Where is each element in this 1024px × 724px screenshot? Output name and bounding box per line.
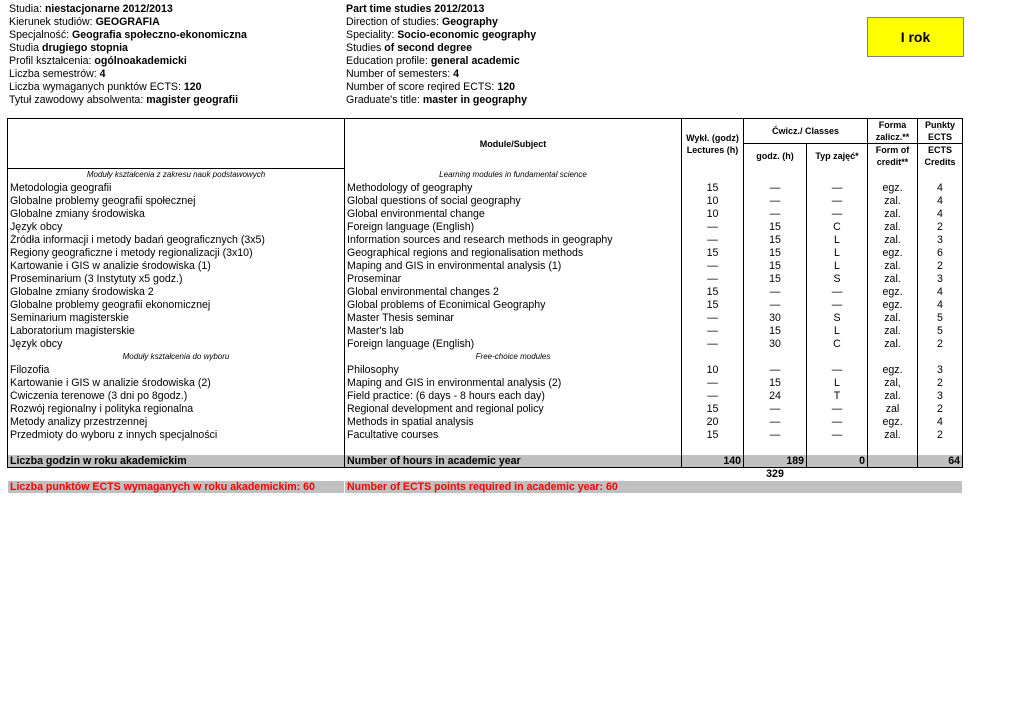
ects-points: 2 [918,260,963,273]
lecture-hours: — [682,260,744,273]
table-row [8,312,963,325]
table-row [8,260,963,273]
ects-points: 2 [918,221,963,234]
subject-name-pl: Język obcy [8,338,345,351]
class-hours: 24 [744,390,807,403]
empty-cell [918,351,963,364]
lecture-hours: 10 [682,195,744,208]
lecture-hours: — [682,234,744,247]
empty-cell [868,351,918,364]
header-line [346,16,676,29]
lecture-hours: 15 [682,299,744,312]
credit-form: zal. [868,221,918,234]
header-form-en: Form of credit** [868,144,918,169]
credit-form: egz. [868,364,918,377]
ects-points: 3 [918,273,963,286]
header-line-value: Geography [441,16,498,28]
table-row [8,364,963,377]
study-info-english [346,3,676,107]
ects-points: 3 [918,364,963,377]
header-line-value: drugiego stopnia [41,42,128,54]
header-line-value: Part time studies 2012/2013 [346,3,485,15]
section-row [8,169,963,182]
subject-name-pl: Globalne zmiany środowiska [8,208,345,221]
header-ects-pl: Punkty ECTS [918,119,963,144]
header-classes: Ćwicz./ Classes [744,119,868,144]
header-ects-en: ECTS Credits [918,144,963,169]
ects-points: 4 [918,195,963,208]
sum-row [8,468,963,481]
class-type: — [807,364,868,377]
header-line [346,3,676,16]
empty-cell [744,351,807,364]
ects-points: 5 [918,312,963,325]
header-class-type: Typ zajęć* [807,144,868,169]
class-type: — [807,182,868,195]
class-hours: 15 [744,234,807,247]
class-type: S [807,273,868,286]
class-type: L [807,260,868,273]
header-line-label: Number of semesters: [346,68,454,80]
credit-form: egz. [868,299,918,312]
lecture-hours: — [682,325,744,338]
empty-cell [918,169,963,182]
table-row [8,273,963,286]
header-lectures: Wykł. (godz) Lectures (h) [682,119,744,169]
subject-name-en: Geographical regions and regionalisation methods [345,247,682,260]
class-type: L [807,247,868,260]
class-type: C [807,338,868,351]
subject-name-en: Maping and GIS in environmental analysis (2) [345,377,682,390]
subject-name-en: Maping and GIS in environmental analysis (1) [345,260,682,273]
empty-cell [868,455,918,468]
subject-name-pl: Proseminarium (3 Instytuty x5 godz.) [8,273,345,286]
header-line [9,16,339,29]
subject-name-pl: Filozofia [8,364,345,377]
credit-form: zal. [868,390,918,403]
header-line-value: of second degree [384,42,472,54]
ects-points: 2 [918,338,963,351]
subject-name-en: Master Thesis seminar [345,312,682,325]
lecture-hours: 15 [682,429,744,442]
empty-cell [8,442,345,455]
totals-row [8,455,963,468]
header-line [9,3,339,16]
ects-points: 3 [918,390,963,403]
class-hours: 15 [744,325,807,338]
header-line-value: ogólnoakademicki [94,55,187,67]
empty-cell [345,442,682,455]
empty-cell [744,169,807,182]
class-type: L [807,325,868,338]
empty-cell [682,351,744,364]
empty-cell [868,169,918,182]
header-line [346,68,676,81]
empty-cell [807,351,868,364]
ects-points: 4 [918,299,963,312]
header-class-hours: godz. (h) [744,144,807,169]
class-hours: 15 [744,247,807,260]
section-label-en: Learning modules in fundamental science [345,169,682,182]
table-row [8,195,963,208]
subject-name-pl: Język obcy [8,221,345,234]
header-module-pl [8,119,345,169]
table-row [8,416,963,429]
credit-form: zal. [868,312,918,325]
lecture-hours: 10 [682,208,744,221]
header-line-label: Direction of studies: [346,16,442,28]
subject-name-en: Master's lab [345,325,682,338]
empty-cell [345,468,682,481]
credit-form: zal [868,403,918,416]
header-line-label: Profil kształcenia: [9,55,95,67]
credit-form: egz. [868,416,918,429]
ects-points: 6 [918,247,963,260]
table-row [8,377,963,390]
header-line [346,55,676,68]
empty-cell [682,169,744,182]
header-line [346,94,676,107]
table-row [8,390,963,403]
subject-name-en: Field practice: (6 days - 8 hours each day) [345,390,682,403]
table-row [8,286,963,299]
subject-name-en: Global questions of social geography [345,195,682,208]
credit-form: zal. [868,234,918,247]
subject-name-pl: Źródła informacji i metody badań geograficznych (3x5) [8,234,345,247]
ects-required-en: Number of ECTS points required in academic year: 60 [345,481,963,494]
empty-cell [868,442,918,455]
class-hours: 15 [744,273,807,286]
section-label-pl: Moduły kształcenia do wyboru [8,351,345,364]
header-line-value: Socio-economic geography [397,29,537,41]
totals-class-hours: 189 [744,455,807,468]
table-row [8,234,963,247]
empty-cell [807,442,868,455]
ects-points: 5 [918,325,963,338]
table-row [8,429,963,442]
class-type: — [807,286,868,299]
class-type: L [807,377,868,390]
subject-name-pl: Kartowanie i GIS w analizie środowiska (2) [8,377,345,390]
section-label-pl: Moduły kształcenia z zakresu nauk podstawowych [8,169,345,182]
header-line-label: Education profile: [346,55,431,67]
ects-points: 4 [918,286,963,299]
ects-points: 3 [918,234,963,247]
subject-name-en: Regional development and regional policy [345,403,682,416]
section-row [8,351,963,364]
empty-cell [8,468,345,481]
lecture-hours: 15 [682,247,744,260]
lecture-hours: 10 [682,364,744,377]
class-hours: 15 [744,377,807,390]
year-badge: I rok [867,17,964,57]
class-type: — [807,429,868,442]
class-hours: — [744,195,807,208]
credit-form: egz. [868,286,918,299]
header-line-label: Graduate's title: [346,94,423,106]
section-label-en: Free-choice modules [345,351,682,364]
header-line-label: Liczba wymaganych punktów ECTS: [9,81,184,93]
header-line-value: 120 [183,81,202,93]
table-row [8,325,963,338]
credit-form: zal. [868,338,918,351]
ects-points: 4 [918,416,963,429]
subject-name-pl: Rozwój regionalny i polityka regionalna [8,403,345,416]
ects-points: 4 [918,208,963,221]
study-info-polish [9,3,339,107]
lecture-hours: 15 [682,403,744,416]
header-form-pl: Forma zalicz.** [868,119,918,144]
class-hours: 15 [744,221,807,234]
header-line-label: Specjalność: [9,29,73,41]
credit-form: zal. [868,208,918,221]
class-type: — [807,299,868,312]
header-module: Module/Subject [345,119,682,169]
spacer-row [8,442,963,455]
table-row [8,182,963,195]
credit-form: egz. [868,182,918,195]
totals-lecture-hours: 140 [682,455,744,468]
ects-required-pl: Liczba punktów ECTS wymaganych w roku akademickim: 60 [8,481,345,494]
header-line [9,68,339,81]
header-line [9,29,339,42]
table-row [8,208,963,221]
empty-cell [807,169,868,182]
class-hours: — [744,182,807,195]
lecture-hours: — [682,390,744,403]
subject-name-en: Foreign language (English) [345,338,682,351]
class-hours: — [744,429,807,442]
subject-name-en: Information sources and research methods in geography [345,234,682,247]
class-hours: 30 [744,312,807,325]
lecture-hours: 15 [682,286,744,299]
header-line-label: Tytuł zawodowy absolwenta: [9,94,147,106]
empty-cell [918,468,963,481]
credit-form: zal. [868,429,918,442]
subject-name-en: Philosophy [345,364,682,377]
header-line [346,42,676,55]
subject-name-pl: Metodologia geografii [8,182,345,195]
subject-name-en: Proseminar [345,273,682,286]
lecture-hours: 15 [682,182,744,195]
header-line [9,42,339,55]
header-line-label: Kierunek studiów: [9,16,96,28]
credit-form: zal, [868,377,918,390]
totals-label-en: Number of hours in academic year [345,455,682,468]
class-hours: 30 [744,338,807,351]
curriculum-table [7,118,963,494]
empty-cell [807,468,868,481]
class-hours: — [744,208,807,221]
ects-points: 4 [918,182,963,195]
header-line [9,55,339,68]
totals-label-pl: Liczba godzin w roku akademickim [8,455,345,468]
subject-name-en: Methods in spatial analysis [345,416,682,429]
total-hours-sum: 329 [766,468,784,480]
table-row [8,247,963,260]
lecture-hours: — [682,338,744,351]
header-line [346,29,676,42]
table-row [8,338,963,351]
class-type: — [807,403,868,416]
lecture-hours: — [682,377,744,390]
header-line-value: magister geografii [146,94,239,106]
class-type: — [807,195,868,208]
subject-name-pl: Kartowanie i GIS w analizie środowiska (1) [8,260,345,273]
header-line-value: 4 [99,68,106,80]
credit-form: egz. [868,247,918,260]
credit-form: zal. [868,325,918,338]
subject-name-pl: Globalne problemy geografii społecznej [8,195,345,208]
lecture-hours: — [682,273,744,286]
subject-name-en: Methodology of geography [345,182,682,195]
header-line-value: GEOGRAFIA [95,16,160,28]
header-line [9,94,339,107]
credit-form: zal. [868,273,918,286]
ects-points: 2 [918,403,963,416]
table-row [8,299,963,312]
subject-name-pl: Globalne problemy geografii ekonomicznej [8,299,345,312]
empty-cell [868,468,918,481]
totals-class-type: 0 [807,455,868,468]
credit-form: zal. [868,195,918,208]
ects-points: 2 [918,377,963,390]
class-hours: — [744,403,807,416]
lecture-hours: — [682,221,744,234]
header-line-label: Liczba semestrów: [9,68,100,80]
header-line-value: master in geography [422,94,528,106]
header-line-value: 120 [497,81,515,93]
subject-name-pl: Przedmioty do wyboru z innych specjalności [8,429,345,442]
class-type: L [807,234,868,247]
class-type: S [807,312,868,325]
header-line-label: Studies [346,42,385,54]
subject-name-pl: Globalne zmiany środowiska 2 [8,286,345,299]
class-hours: 15 [744,260,807,273]
subject-name-en: Foreign language (English) [345,221,682,234]
subject-name-pl: Ćwiczenia terenowe (3 dni po 8godz.) [8,390,345,403]
lecture-hours: — [682,312,744,325]
header-line-value: niestacjonarne 2012/2013 [44,3,173,15]
header-line [9,81,339,94]
totals-ects: 64 [918,455,963,468]
subject-name-pl: Metody analizy przestrzennej [8,416,345,429]
empty-cell [744,442,807,455]
empty-cell [682,442,744,455]
subject-name-pl: Regiony geograficzne i metody regionalizacji (3x10) [8,247,345,260]
header-line-value: 4 [453,68,460,80]
header-line-label: Studia: [9,3,45,15]
header-line-label: Speciality: [346,29,398,41]
subject-name-en: Global problems of Econimical Geography [345,299,682,312]
header-line-value: Geografia społeczno-ekonomiczna [72,29,247,41]
table-row [8,221,963,234]
credit-form: zal. [868,260,918,273]
header-line-value: general academic [430,55,520,67]
subject-name-en: Global environmental changes 2 [345,286,682,299]
class-type: — [807,416,868,429]
empty-cell [918,442,963,455]
table-header-row-1 [8,119,963,144]
class-hours: — [744,286,807,299]
class-hours: — [744,416,807,429]
subject-name-pl: Seminarium magisterskie [8,312,345,325]
class-hours: — [744,364,807,377]
empty-cell [682,468,744,481]
lecture-hours: 20 [682,416,744,429]
ects-points: 2 [918,429,963,442]
class-type: — [807,208,868,221]
ects-required-row [8,481,963,494]
table-row [8,403,963,416]
subject-name-pl: Laboratorium magisterskie [8,325,345,338]
header-line-label: Studia [9,42,42,54]
header-line [346,81,676,94]
subject-name-en: Facultative courses [345,429,682,442]
class-hours: — [744,299,807,312]
header-line-label: Number of score reqired ECTS: [346,81,498,93]
class-type: C [807,221,868,234]
subject-name-en: Global environmental change [345,208,682,221]
class-type: T [807,390,868,403]
